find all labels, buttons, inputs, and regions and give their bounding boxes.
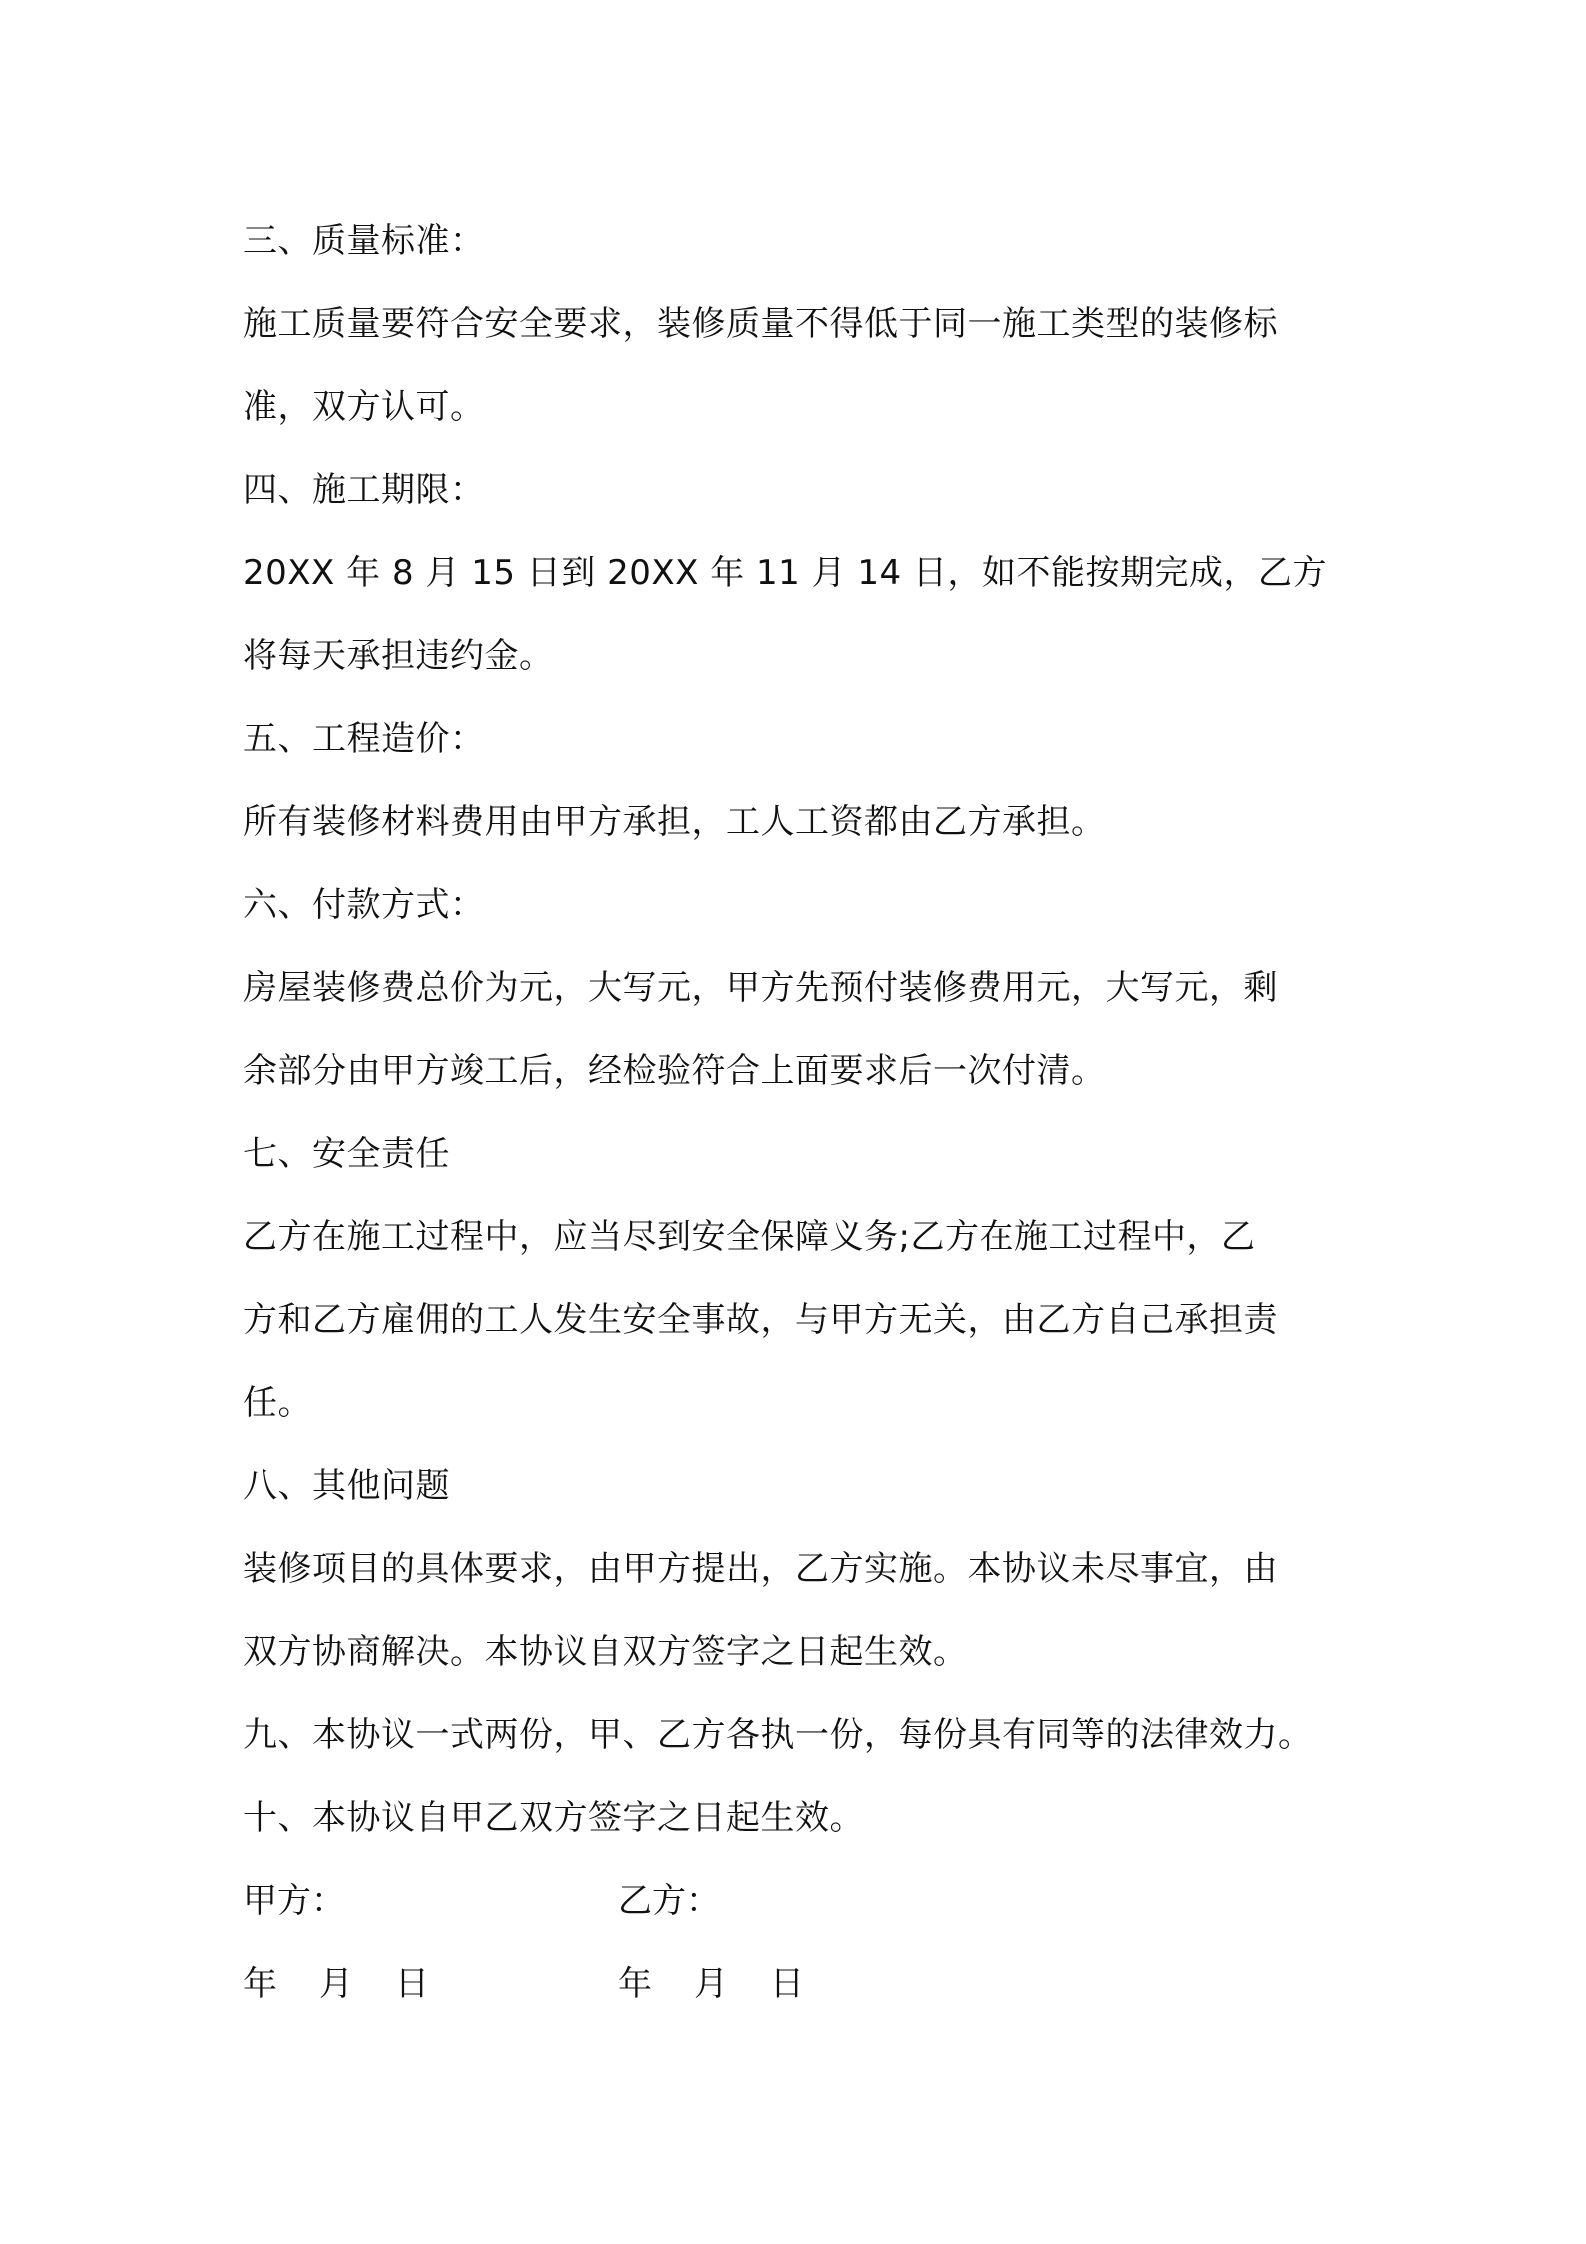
date-year-label: 年	[618, 1964, 652, 2004]
paragraph-line: 20XX 年 8 月 15 日到 20XX 年 11 月 14 日，如不能按期完成，乙方	[243, 553, 1328, 593]
paragraph-line: 方和乙方雇佣的工人发生安全事故，与甲方无关，由乙方自己承担责	[243, 1300, 1278, 1340]
clause-ten: 十、本协议自甲乙双方签字之日起生效。	[243, 1798, 864, 1838]
section-heading-payment: 六、付款方式：	[243, 885, 485, 925]
section-heading-period: 四、施工期限：	[243, 470, 485, 510]
paragraph-line: 任。	[243, 1383, 312, 1423]
date-row	[243, 1943, 1363, 2026]
signature-row	[243, 1860, 1363, 1943]
paragraph-line: 将每天承担违约金。	[243, 636, 554, 676]
date-year-label: 年	[243, 1964, 277, 2004]
paragraph-line: 双方协商解决。本协议自双方签字之日起生效。	[243, 1632, 968, 1672]
section-heading-cost: 五、工程造价：	[243, 719, 485, 759]
section-heading-quality: 三、质量标准：	[243, 221, 485, 261]
date-day-label: 日	[770, 1964, 804, 2004]
paragraph-line: 房屋装修费总价为元，大写元，甲方先预付装修费用元，大写元，剩	[243, 968, 1278, 1008]
paragraph-line: 余部分由甲方竣工后，经检验符合上面要求后一次付清。	[243, 1051, 1106, 1091]
party-a-date	[243, 1943, 429, 2026]
date-month-label: 月	[694, 1964, 728, 2004]
section-heading-other: 八、其他问题	[243, 1466, 450, 1506]
clause-nine: 九、本协议一式两份，甲、乙方各执一份，每份具有同等的法律效力。	[243, 1715, 1313, 1755]
paragraph-line: 准，双方认可。	[243, 387, 485, 427]
document-body	[243, 200, 1363, 2026]
date-month-label: 月	[319, 1964, 353, 2004]
date-day-label: 日	[395, 1964, 429, 2004]
section-heading-safety: 七、安全责任	[243, 1134, 450, 1174]
paragraph-line: 乙方在施工过程中，应当尽到安全保障义务;乙方在施工过程中，乙	[243, 1217, 1256, 1257]
party-a-label: 甲方：	[243, 1881, 345, 1921]
paragraph-line: 所有装修材料费用由甲方承担，工人工资都由乙方承担。	[243, 802, 1106, 842]
party-b-date	[618, 1943, 804, 2026]
party-b-label: 乙方：	[618, 1881, 720, 1921]
paragraph-line: 装修项目的具体要求，由甲方提出，乙方实施。本协议未尽事宜，由	[243, 1549, 1278, 1589]
paragraph-line: 施工质量要符合安全要求，装修质量不得低于同一施工类型的装修标	[243, 304, 1278, 344]
